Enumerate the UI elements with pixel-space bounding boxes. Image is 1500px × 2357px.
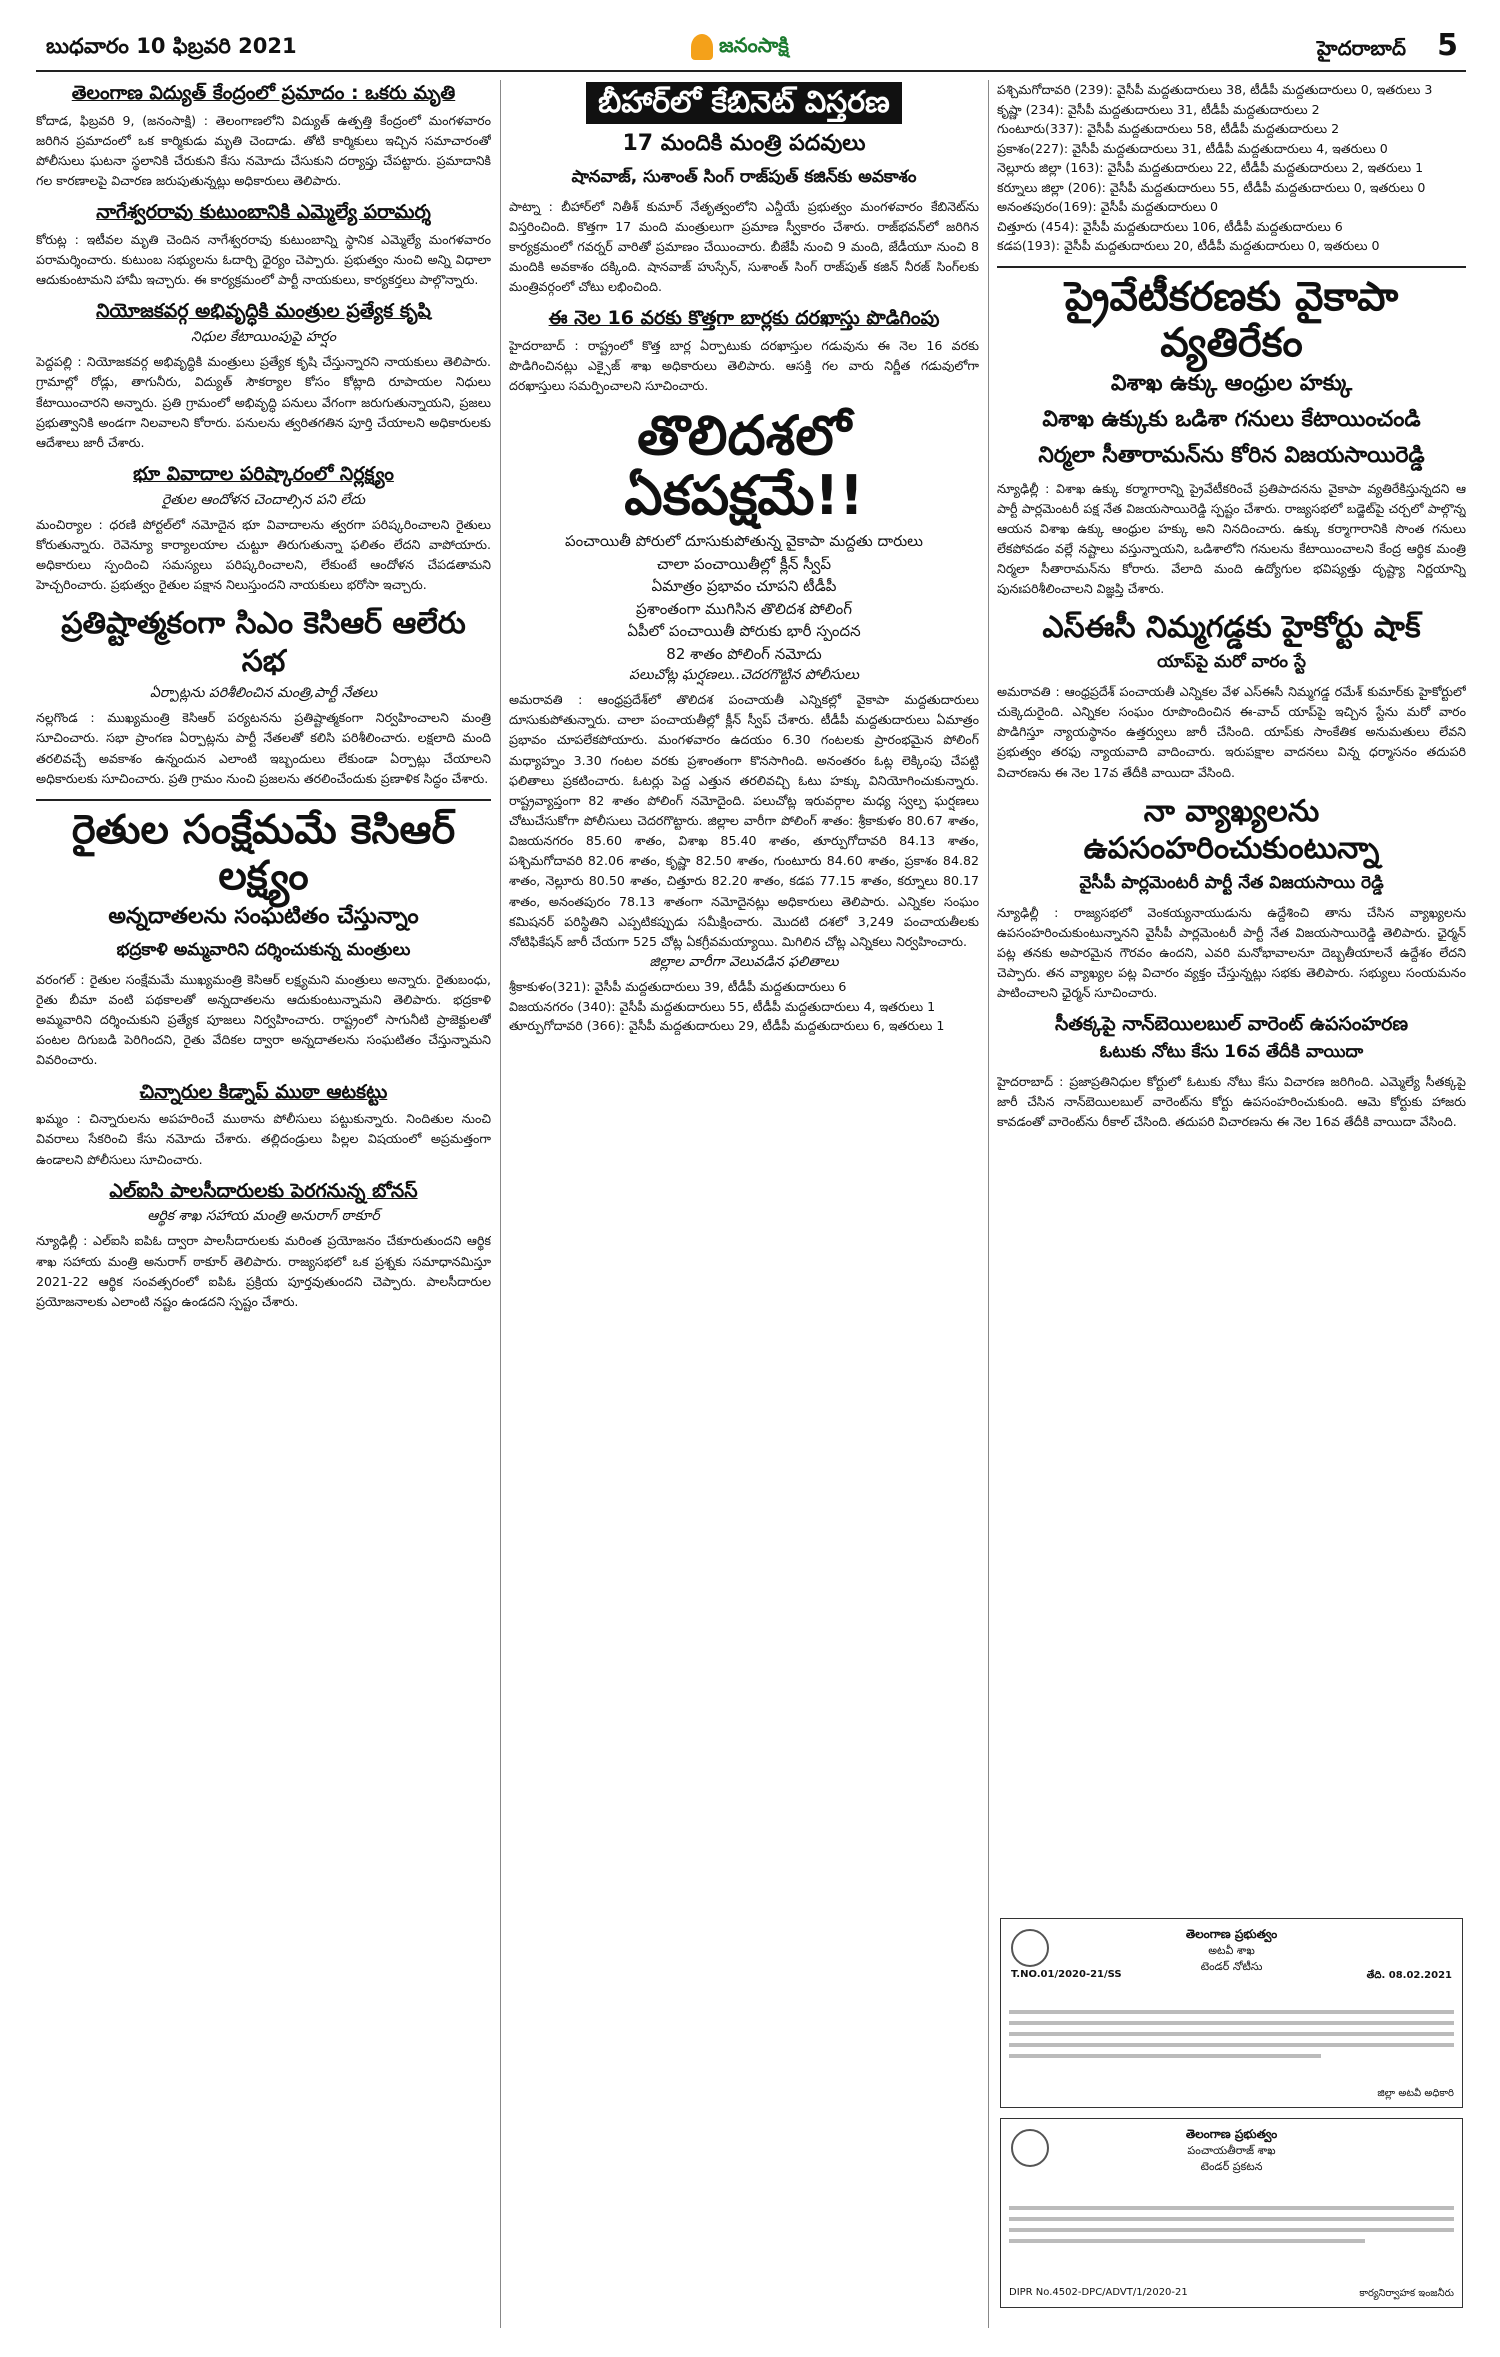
deck-line: చాలా పంచాయితీల్లో క్లీన్ స్వీప్ [656, 554, 832, 573]
article-headline: ప్రతిష్టాత్మకంగా సిఎం కెసిఆర్ ఆలేరు సభ [61, 606, 466, 679]
ad-type: టెండర్ నోటీసు [1200, 1960, 1263, 1973]
deck-line: 82 శాతం పోలింగ్ నమోదు [666, 644, 822, 663]
article [509, 80, 979, 297]
article [36, 1081, 491, 1170]
paper-logo [691, 30, 811, 64]
article-body: అమరావతి : ఆంధ్రప్రదేశ్‌లో తొలిదశ పంచాయతీ ఎన్నికల్లో వైకాపా మద్దతుదారులు దూసుకుపోతున్నారు. చాలా పంచాయతీల్లో క్లీన్ స్వీప్ చేశారు. టీడీపీ మద్దతుదారులు ఏమాత్రం ప్రభావం చూపలేకపోయారు. మంగళవారం ఉదయం 6.30 గంటలకు ప్రారంభమైన పోలింగ్ మధ్యాహ్నం 3.30 గంటల వరకు ప్రశాంతంగా కొనసాగింది. అనంతరం ఓట్ల లెక్కింపు చేపట్టి ఫలితాలు ప్రకటించారు. ఓటర్లు పెద్ద ఎత్తున తరలివచ్చి ఓటు హక్కు వినియోగించుకున్నారు. రాష్ట్రవ్యాప్తంగా 82 శాతం పోలింగ్ నమోదైంది. పలుచోట్ల ఇరువర్గాల మధ్య స్వల్ప ఘర్షణలు చోటుచేసుకోగా పోలీసులు చెదరగొట్టారు. జిల్లాల వారీగా పోలింగ్ శాతం: శ్రీకాకుళం 80.67 శాతం, విజయనగరం 85.60 శాతం, విశాఖ 85.40 శాతం, తూర్పుగోదావరి 84.13 శాతం, పశ్చిమగోదావరి 82.06 శాతం, కృష్ణా 82.50 శాతం, గుంటూరు 84.60 శాతం, ప్రకాశం 84.82 శాతం, నెల్లూరు 80.50 శాతం, చిత్తూరు 82.20 శాతం, కడప 77.15 శాతం, కర్నూలు 80.17 శాతం, అనంతపురం 78.13 శాతంగా నమోదైనట్లు అధికారులు తెలిపారు. ఎన్నికల సంఘం కమిషనర్ పరిస్థితిని ఎప్పటికప్పుడు సమీక్షించారు. మొదటి దశలో 3,249 పంచాయతీలకు నోటిఫికేషన్ జారీ చేయగా 525 చోట్ల ఏకగ్రీవమయ్యాయి. మిగిలిన చోట్ల ఎన్నికలు నిర్వహించారు. [509, 692, 979, 949]
article-subheading: రైతుల ఆందోళన చెందాల్సిన పని లేదు [161, 491, 366, 508]
article-headline: రైతుల సంక్షేమమే కెసిఆర్ లక్ష్యం [36, 799, 491, 899]
article-body: అమరావతి : ఆంధ్రప్రదేశ్ పంచాయతీ ఎన్నికల వేళ ఎస్ఈసీ నిమ్మగడ్డ రమేశ్ కుమార్‌కు హైకోర్టులో చుక్కెదురైంది. ఎన్నికల సంఘం రూపొందించిన ఈ-వాచ్ యాప్‌పై ఇచ్చిన స్టేను మరో వారం పొడిగిస్తూ న్యాయస్థానం ఉత్తర్వులు జారీ చేసింది. యాప్‌కు సాంకేతిక అనుమతులు లేవని ప్రభుత్వం తరఫు న్యాయవాది వాదించారు. ఇరుపక్షాల వాదనలు విన్న ధర్మాసనం తదుపరి విచారణను ఈ నెల 17వ తేదీకి వాయిదా వేసింది. [997, 683, 1466, 780]
article [36, 201, 491, 290]
ad-type: టెండర్ ప్రకటన [1200, 2160, 1263, 2173]
deck-line: పంచాయితీ పోరులో దూసుకుపోతున్న వైకాపా మద్దతు దారులు [565, 532, 923, 551]
deck-line: ఏపీలో పంచాయితీ పోరుకు భారీ స్పందన [627, 622, 861, 641]
results-row: కృష్ణా (234): వైసీపీ మద్దతుదారులు 31, టీడీపీ మద్దతుదారులు 2 [997, 101, 1320, 117]
ad-signatory: కార్యనిర్వాహక ఇంజనీరు [1359, 2288, 1454, 2299]
article-body: న్యూఢిల్లీ : రాజ్యసభలో వెంకయ్యనాయుడును ఉద్దేశించి తాను చేసిన వ్యాఖ్యలను ఉపసంహరించుకుంటున్నానని వైసీపీ పార్లమెంటరీ పార్టీ నేత విజయసాయిరెడ్డి తెలిపారు. ఛైర్మన్ పట్ల తనకు అపారమైన గౌరవం ఉందని, ఎవరి మనోభావాలనూ దెబ్బతీయాలనే ఉద్దేశం లేదని చెప్పారు. తన వ్యాఖ్యల పట్ల విచారం వ్యక్తం చేస్తున్నట్లు సభకు తెలిపారు. సభ్యులు సంయమనం పాటించాలని ఛైర్మన్ సూచించారు. [997, 904, 1466, 1001]
ad-signatory: జిల్లా అటవీ అధికారి [1377, 2088, 1454, 2099]
article-subheading: వైసీపీ పార్లమెంటరీ పార్టీ నేత విజయసాయి రెడ్డి [1079, 872, 1384, 893]
article [36, 799, 491, 1071]
article-subheading: పలుచోట్ల ఘర్షణలు..చెదరగొట్టిన పోలీసులు [629, 667, 859, 684]
article-headline: ఎల్ఐసి పాలసీదారులకు పెరగనున్న బోనస్ [109, 1179, 418, 1202]
results-row: కడప(193): వైసీపీ మద్దతుదారులు 20, టీడీపీ మద్దతుదారులు 0, ఇతరులు 0 [997, 238, 1380, 254]
article-headline: బీహార్‌లో కేబినెట్ విస్తరణ [586, 82, 902, 124]
logo-mark-icon [691, 34, 713, 60]
ad-reference: T.NO.01/2020-21/SS [1011, 1969, 1122, 1980]
results-row: శ్రీకాకుళం(321): వైసీపీ మద్దతుదారులు 39, టీడీపీ మద్దతుదారులు 6 [509, 978, 847, 994]
government-seal-icon [1011, 2129, 1049, 2167]
article-body: మంచిర్యాల : ధరణి పోర్టల్‌లో నమోదైన భూ వివాదాలను త్వరగా పరిష్కరించాలని రైతులు కోరుతున్నారు. రెవెన్యూ కార్యాలయాల చుట్టూ తిరుగుతున్నా ఫలితం లేదని వాపోయారు. అధికారులు స్పందించి సమస్యలు పరిష్కరించాలని, లేకుంటే ఆందోళన చేపడతామని హెచ్చరించారు. ప్రభుత్వం రైతుల పక్షాన నిలుస్తుందని నాయకులు భరోసా ఇచ్చారు. [36, 516, 491, 593]
masthead [36, 28, 1466, 72]
results-row: గుంటూరు(337): వైసీపీ మద్దతుదారులు 58, టీడీపీ మద్దతుదారులు 2 [997, 121, 1340, 137]
column-rule [988, 80, 989, 2328]
article-headline: నాగేశ్వరరావు కుటుంబానికి ఎమ్మెల్యే పరామర్శ [96, 201, 431, 224]
article [36, 82, 491, 191]
ad-text-block [1009, 2010, 1454, 2058]
government-seal-icon [1011, 1929, 1049, 1967]
article-headline: భూ వివాదాల పరిష్కారంలో నిర్లక్ష్యం [133, 462, 394, 485]
results-row: నెల్లూరు జిల్లా (163): వైసీపీ మద్దతుదారులు 22, టీడీపీ మద్దతుదారులు 2, ఇతరులు 1 [997, 160, 1424, 176]
article-subheading: నిర్మలా సీతారామన్‌ను కోరిన విజయసాయిరెడ్డి [1038, 442, 1425, 468]
article-body: కోదాడ, ఫిబ్రవరి 9, (జనంసాక్షి) : తెలంగాణలోని విద్యుత్ ఉత్పత్తి కేంద్రంలో మంగళవారం జరిగిన ప్రమాదంలో ఒక కార్మికుడు మృతి చెందాడు. తోటి కార్మికులు ఇచ్చిన సమాచారంతో పోలీసులు ఘటనా స్థలానికి చేరుకుని కేసు నమోదు చేసుకుని దర్యాప్తు చేపట్టారు. ప్రమాదానికి గల కారణాలపై విచారణ జరుపుతున్నట్లు అధికారులు తెలిపారు. [36, 112, 491, 189]
article-headline: తెలంగాణ విద్యుత్ కేంద్రంలో ప్రమాదం : ఒకరు మృతి [71, 82, 456, 104]
article-subheading: ఏర్పాట్లను పరిశీలించిన మంత్రి,పార్టీ నేతలు [149, 685, 378, 702]
article-subheading: భద్రకాళి అమ్మవారిని దర్శించుకున్న మంత్రులు [116, 939, 411, 960]
article-subheading: షానవాజ్, సుశాంత్ సింగ్ రాజ్‌పుత్ కజిన్‌కు అవకాశం [571, 166, 917, 187]
article [997, 609, 1466, 782]
article-subheading: యాప్‌పై మరో వారం స్టే [1157, 651, 1306, 672]
ad-date: తేది. 08.02.2021 [1366, 1970, 1452, 1981]
results-row: చిత్తూరు (454): వైసీపీ మద్దతుదారులు 106, టీడీపీ మద్దతుదారులు 6 [997, 218, 1343, 234]
article-subheading: 17 మందికి మంత్రి పదవులు [622, 130, 866, 156]
column-center [509, 80, 979, 2328]
results-row: తూర్పుగోదావరి (366): వైసీపీ మద్దతుదారులు 29, టీడీపీ మద్దతుదారులు 6, ఇతరులు 1 [509, 1018, 945, 1034]
article-headline: నియోజకవర్గ అభివృద్ధికి మంత్రుల ప్రత్యేక కృషి [96, 300, 431, 323]
article [509, 406, 979, 1035]
results-row: కర్నూలు జిల్లా (206): వైసీపీ మద్దతుదారులు 55, టీడీపీ మద్దతుదారులు 0, ఇతరులు 0 [997, 179, 1426, 195]
article-body: పెద్దపల్లి : నియోజకవర్గ అభివృద్ధికి మంత్రులు ప్రత్యేక కృషి చేస్తున్నారని నాయకులు తెలిపారు. గ్రామాల్లో రోడ్లు, తాగునీరు, విద్యుత్ సౌకర్యాల కోసం కోట్లాది రూపాయల నిధులు కేటాయించారని అన్నారు. ప్రతి గ్రామంలో అభివృద్ధి పనులు వేగంగా జరుగుతున్నాయని, ప్రజలు ప్రభుత్వానికి అండగా నిలవాలని కోరారు. పనులను త్వరితగతిన పూర్తి చేయాలని అధికారులకు ఆదేశాలు జారీ చేశారు. [36, 354, 491, 450]
results-row: పశ్చిమగోదావరి (239): వైసీపీ మద్దతుదారులు 38, టీడీపీ మద్దతుదారులు 0, ఇతరులు 3 [997, 82, 1433, 97]
article-headline: ప్రైవేటీకరణకు వైకాపా వ్యతిరేకం [997, 266, 1466, 366]
logo-text: జనంసాక్షి [719, 32, 789, 57]
results-row: అనంతపురం(169): వైసీపీ మద్దతుదారులు 0 [997, 199, 1218, 215]
advertisement-area [1000, 1918, 1463, 2328]
article-subheading: ఆర్థిక శాఖ సహాయ మంత్రి అనురాగ్ ఠాకూర్ [147, 1208, 380, 1225]
article-subheading: అన్నదాతలను సంఘటితం చేస్తున్నాం [108, 903, 419, 929]
article-body: ఖమ్మం : చిన్నారులను అపహరించే ముఠాను పోలీసులు పట్టుకున్నారు. నిందితుల నుంచి వివరాలు సేకరించి కేసు నమోదు చేశారు. తల్లిదండ్రులు పిల్లల విషయంలో అప్రమత్తంగా ఉండాలని పోలీసులు సూచించారు. [36, 1111, 491, 1167]
article-body: న్యూఢిల్లీ : ఎల్ఐసి ఐపిఓ ద్వారా పాలసీదారులకు మరింత ప్రయోజనం చేకూరుతుందని ఆర్థిక శాఖ సహాయ మంత్రి అనురాగ్ ఠాకూర్ తెలిపారు. రాజ్యసభలో ఒక ప్రశ్నకు సమాధానమిస్తూ 2021-22 ఆర్థిక సంవత్సరంలో ఐపిఓ ప్రక్రియ పూర్తవుతుందని చెప్పారు. పాలసీదారుల ప్రయోజనాలకు ఎలాంటి నష్టం ఉండదని స్పష్టం చేశారు. [36, 1233, 491, 1309]
column-rule [500, 80, 501, 2328]
article [36, 605, 491, 789]
issue-date: బుధవారం 10 ఫిబ్రవరి 2021 [46, 34, 297, 58]
article [36, 300, 491, 452]
deck-line: ప్రశాంతంగా ముగిసిన తొలిదశ పోలింగ్ [635, 599, 853, 618]
article-headline: ఎస్ఈసీ నిమ్మగడ్డకు హైకోర్టు షాక్ [1042, 610, 1421, 646]
article-headline: నా వ్యాఖ్యలను ఉపసంహరించుకుంటున్నా [1083, 793, 1380, 867]
tender-notice-ad [1000, 1918, 1463, 2108]
column-right [997, 80, 1466, 2328]
article [997, 266, 1466, 600]
article-body: కోరుట్ల : ఇటీవల మృతి చెందిన నాగేశ్వరరావు కుటుంబాన్ని స్థానిక ఎమ్మెల్యే మంగళవారం పరామర్శించారు. కుటుంబ సభ్యులను ఓదార్చి ధైర్యం చెప్పారు. ప్రభుత్వం నుంచి అన్ని విధాలా ఆదుకుంటామని హామీ ఇచ్చారు. ఈ కార్యక్రమంలో పార్టీ నాయకులు, కార్యకర్తలు పాల్గొన్నారు. [36, 232, 491, 288]
article-subheading: విశాఖ ఉక్కుకు ఒడిశా గనులు కేటాయించండి [1042, 406, 1421, 432]
article [997, 793, 1466, 1004]
article [36, 1180, 491, 1312]
ad-reference: DIPR No.4502-DPC/ADVT/1/2020-21 [1009, 2287, 1188, 2298]
article-headline: తొలిదశలో ఏకపక్షమే!! [624, 404, 864, 527]
deck-line: ఏమాత్రం ప్రభావం చూపని టీడీపీ [651, 577, 837, 596]
article-headline: చిన్నారుల కిడ్నాప్ ముఠా ఆటకట్టు [139, 1080, 388, 1103]
article-body: పాట్నా : బీహార్‌లో నితీశ్ కుమార్ నేతృత్వంలోని ఎన్డీయే ప్రభుత్వం మంగళవారం కేబినెట్‌ను విస్తరించింది. కొత్తగా 17 మంది మంత్రులుగా ప్రమాణ స్వీకారం చేశారు. రాజ్‌భవన్‌లో జరిగిన కార్యక్రమంలో గవర్నర్ వారితో ప్రమాణం చేయించారు. బీజేపీ నుంచి 9 మంది, జేడీయూ నుంచి 8 మందికి అవకాశం దక్కింది. షానవాజ్ హుస్సేన్, సుశాంత్ సింగ్ రాజ్‌పుత్ కజిన్ నీరజ్ సింగ్‌లకు మంత్రివర్గంలో చోటు లభించింది. [509, 198, 979, 295]
edition-city: హైదరాబాద్ [1316, 36, 1406, 60]
article-subheading: విశాఖ ఉక్కు ఆంధ్రుల హక్కు [1110, 370, 1353, 396]
tender-notice-ad [1000, 2118, 1463, 2308]
article-body: హైదరాబాద్ : రాష్ట్రంలో కొత్త బార్ల ఏర్పాటుకు దరఖాస్తుల గడువును ఈ నెల 16 వరకు పొడిగించినట్లు ఎక్సైజ్ శాఖ అధికారులు తెలిపారు. ఆసక్తి గల వారు నిర్ణీత గడువులోగా దరఖాస్తులు సమర్పించాలని సూచించారు. [509, 337, 979, 394]
column-left [36, 80, 491, 2328]
article-headline: ఈ నెల 16 వరకు కొత్తగా బార్లకు దరఖాస్తు పొడిగింపు [548, 307, 940, 330]
newspaper-page [36, 28, 1466, 2328]
ad-dept: అటవీ శాఖ [1208, 1944, 1255, 1957]
page-number: 5 [1437, 28, 1458, 63]
results-row: ప్రకాశం(227): వైసీపీ మద్దతుదారులు 31, టీడీపీ మద్దతుదారులు 4, ఇతరులు 0 [997, 140, 1388, 156]
ad-org: తెలంగాణ ప్రభుత్వం [1185, 1927, 1278, 1941]
article [509, 307, 979, 396]
ad-dept: పంచాయతీరాజ్ శాఖ [1187, 2144, 1276, 2157]
article-body: న్యూఢిల్లీ : విశాఖ ఉక్కు కర్మాగారాన్ని ప్రైవేటీకరించే ప్రతిపాదనను వైకాపా వ్యతిరేకిస్తున్నదని ఆ పార్టీ పార్లమెంటరీ పక్ష నేత విజయసాయిరెడ్డి స్పష్టం చేశారు. రాజ్యసభలో బడ్జెట్‌పై చర్చలో పాల్గొన్న ఆయన విశాఖ ఉక్కు ఆంధ్రుల హక్కు అని నినదించారు. ఉక్కు కర్మాగారానికి సొంత గనులు లేకపోవడం వల్లే నష్టాలు వస్తున్నాయని, ఒడిశాలోని గనులను కేటాయించాలని కేంద్ర ఆర్థిక మంత్రి నిర్మలా సీతారామన్‌ను కోరారు. వేలాది మంది ఉద్యోగుల భవిష్యత్తు దృష్ట్యా నిర్ణయాన్ని పునఃపరిశీలించాలని విజ్ఞప్తి చేశారు. [997, 480, 1466, 597]
ad-org: తెలంగాణ ప్రభుత్వం [1185, 2127, 1278, 2141]
article [997, 1013, 1466, 1132]
article-body: నల్లగొండ : ముఖ్యమంత్రి కెసిఆర్ పర్యటనను ప్రతిష్టాత్మకంగా నిర్వహించాలని మంత్రి సూచించారు. సభా ప్రాంగణ ఏర్పాట్లను పార్టీ నేతలతో కలిసి పరిశీలించారు. లక్షలాది మంది తరలివచ్చే అవకాశం ఉన్నందున ఎలాంటి ఇబ్బందులు లేకుండా ఏర్పాట్లు చేయాలని అధికారులకు సూచించారు. ప్రతి గ్రామం నుంచి ప్రజలను తరలించేందుకు ప్రణాళిక సిద్ధం చేశారు. [36, 710, 491, 786]
article-body: వరంగల్ : రైతుల సంక్షేమమే ముఖ్యమంత్రి కెసిఆర్ లక్ష్యమని మంత్రులు అన్నారు. రైతుబంధు, రైతు బీమా వంటి పథకాలతో అన్నదాతలను ఆదుకుంటున్నామని తెలిపారు. భద్రకాళి అమ్మవారిని దర్శించుకుని ప్రత్యేక పూజలు నిర్వహించారు. రాష్ట్రంలో సాగునీటి ప్రాజెక్టులతో పంటల దిగుబడి పెరిగిందని, రైతు వేదికల ద్వారా అన్నదాతలను సంఘటితం చేస్తున్నామని వివరించారు. [36, 971, 491, 1068]
article-subheading: ఓటుకు నోటు కేసు 16వ తేదీకి వాయిదా [1099, 1042, 1364, 1063]
article-subheading: నిధుల కేటాయింపుపై హర్షం [191, 329, 336, 346]
results-row: విజయనగరం (340): వైసీపీ మద్దతుదారులు 55, టీడీపీ మద్దతుదారులు 4, ఇతరులు 1 [509, 998, 936, 1014]
article-headline: సీతక్కపై నాన్‌బెయిలబుల్ వారెంట్ ఉపసంహరణ [1054, 1013, 1409, 1036]
results-continued [997, 80, 1466, 256]
article [36, 463, 491, 595]
results-table-title: జిల్లాల వారీగా వెలువడిన ఫలితాలు [649, 953, 839, 970]
ad-text-block [1009, 2206, 1454, 2243]
article-body: హైదరాబాద్ : ప్రజాప్రతినిధుల కోర్టులో ఓటుకు నోటు కేసు విచారణ జరిగింది. ఎమ్మెల్యే సీతక్కపై జారీ చేసిన నాన్‌బెయిలబుల్ వారెంట్‌ను కోర్టు ఉపసంహరించుకుంది. ఆమె కోర్టుకు హాజరు కావడంతో వారెంట్‌ను రీకాల్ చేసింది. తదుపరి విచారణను ఈ నెల 16వ తేదీకి వాయిదా వేసింది. [997, 1074, 1466, 1130]
